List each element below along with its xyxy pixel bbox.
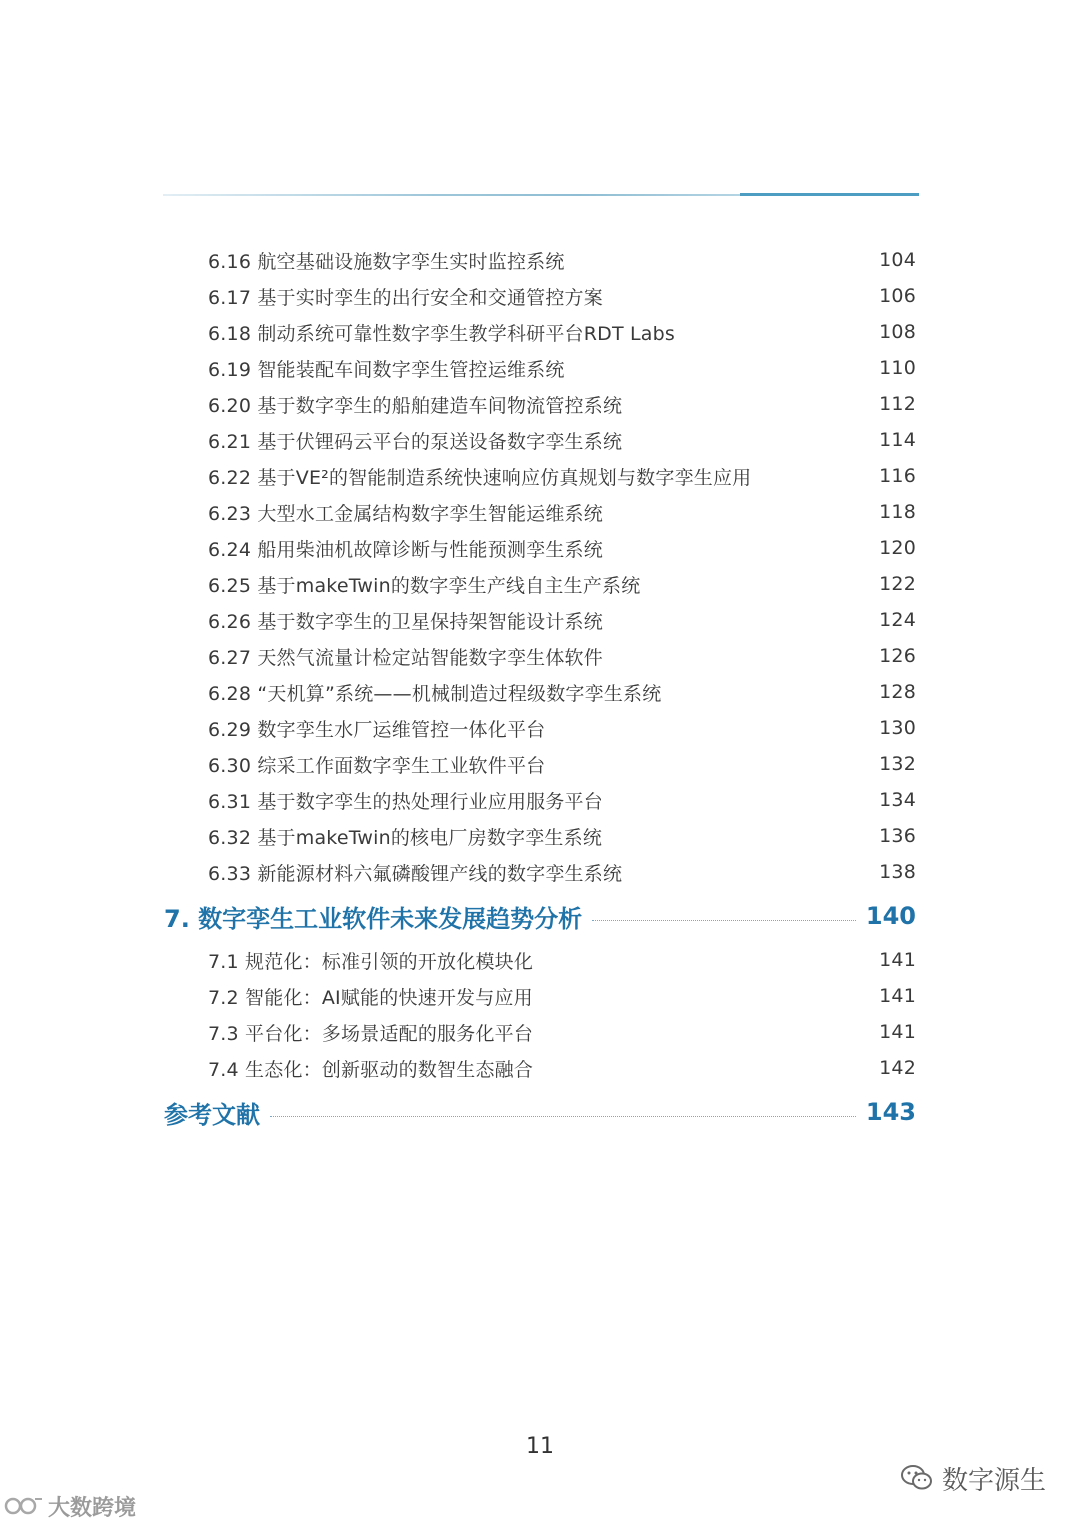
toc-entry-6-29[interactable] (208, 710, 916, 746)
toc-entry-page: 116 (879, 465, 916, 487)
toc-entry-page: 142 (879, 1057, 916, 1079)
watermark-text: 大数跨境 (48, 1495, 137, 1521)
toc-entry-6-27[interactable] (208, 638, 916, 674)
toc-entry-title: 6.24 船用柴油机故障诊断与性能预测孪生系统 (208, 538, 603, 561)
toc-entry-page: 134 (879, 789, 916, 811)
toc-entry-6-20[interactable] (208, 386, 916, 422)
references-title: 参考文献 (164, 1100, 260, 1129)
toc-entry-title: 6.25 基于makeTwin的数字孪生产线自主生产系统 (208, 574, 641, 597)
toc-entry-page: 136 (879, 825, 916, 847)
toc-entry-6-22[interactable] (208, 458, 916, 494)
toc-entry-page: 130 (879, 717, 916, 739)
toc-entry-title: 6.23 大型水工金属结构数字孪生智能运维系统 (208, 502, 603, 525)
toc-entry-page: 110 (879, 357, 916, 379)
toc-entry-6-24[interactable] (208, 530, 916, 566)
chapter-page: 140 (865, 902, 916, 930)
toc-entry-title: 7.2 智能化：AI赋能的快速开发与应用 (208, 986, 533, 1009)
toc-entry-page: 106 (879, 285, 916, 307)
toc-entry-title: 6.20 基于数字孪生的船舶建造车间物流管控系统 (208, 394, 623, 417)
toc-entry-7-1[interactable] (208, 942, 916, 978)
toc-entry-title: 7.3 平台化：多场景适配的服务化平台 (208, 1022, 534, 1045)
toc-entry-6-23[interactable] (208, 494, 916, 530)
page-number: 11 (526, 1434, 554, 1459)
toc-entry-page: 112 (879, 393, 916, 415)
toc-entry-title: 6.31 基于数字孪生的热处理行业应用服务平台 (208, 790, 603, 813)
toc-entry-page: 114 (879, 429, 916, 451)
toc-entry-7-4[interactable] (208, 1050, 916, 1086)
corner-watermark (4, 1490, 136, 1522)
toc-entry-title: 7.4 生态化：创新驱动的数智生态融合 (208, 1058, 534, 1081)
wechat-icon (900, 1463, 934, 1493)
dot-leader (270, 1116, 856, 1117)
toc-chapter-7[interactable] (164, 896, 916, 936)
brand-logo-icon (4, 1493, 44, 1519)
chapter-title: 7. 数字孪生工业软件未来发展趋势分析 (164, 904, 583, 933)
toc-entry-title: 6.17 基于实时孪生的出行安全和交通管控方案 (208, 286, 603, 309)
toc-entry-page: 120 (879, 537, 916, 559)
toc-entry-page: 126 (879, 645, 916, 667)
toc-entry-page: 108 (879, 321, 916, 343)
header-rule-accent (740, 193, 919, 196)
toc-entry-page: 141 (879, 985, 916, 1007)
toc-entry-title: 6.21 基于伏锂码云平台的泵送设备数字孪生系统 (208, 430, 623, 453)
toc-entry-6-28[interactable] (208, 674, 916, 710)
toc-entry-title: 6.30 综采工作面数字孪生工业软件平台 (208, 754, 546, 777)
toc-entry-page: 132 (879, 753, 916, 775)
toc-entry-7-3[interactable] (208, 1014, 916, 1050)
toc-entry-page: 118 (879, 501, 916, 523)
toc-entry-6-18[interactable] (208, 314, 916, 350)
toc-entry-page: 122 (879, 573, 916, 595)
toc-entry-title: 6.22 基于VE²的智能制造系统快速响应仿真规划与数字孪生应用 (208, 466, 752, 489)
toc-entry-title: 6.26 基于数字孪生的卫星保持架智能设计系统 (208, 610, 603, 633)
toc-entry-title: 6.33 新能源材料六氟磷酸锂产线的数字孪生系统 (208, 862, 623, 885)
toc-entry-6-21[interactable] (208, 422, 916, 458)
watermark-text: 数字源生 (942, 1465, 1047, 1496)
toc-entry-title: 6.16 航空基础设施数字孪生实时监控系统 (208, 250, 565, 273)
toc-entry-page: 141 (879, 1021, 916, 1043)
toc-entry-6-25[interactable] (208, 566, 916, 602)
toc-entry-6-30[interactable] (208, 746, 916, 782)
toc-entry-6-33[interactable] (208, 854, 916, 890)
toc-entry-title: 6.29 数字孪生水厂运维管控一体化平台 (208, 718, 546, 741)
toc-entry-page: 128 (879, 681, 916, 703)
toc-entry-title: 6.32 基于makeTwin的核电厂房数字孪生系统 (208, 826, 603, 849)
dot-leader (592, 920, 856, 921)
toc-entry-page: 104 (879, 249, 916, 271)
references-page: 143 (865, 1098, 916, 1126)
toc-entry-6-19[interactable] (208, 350, 916, 386)
toc-entry-title: 6.18 制动系统可靠性数字孪生教学科研平台RDT Labs (208, 322, 676, 345)
toc-entry-page: 138 (879, 861, 916, 883)
toc-entry-title: 6.27 天然气流量计检定站智能数字孪生体软件 (208, 646, 603, 669)
toc-entry-6-17[interactable] (208, 278, 916, 314)
toc-entry-6-32[interactable] (208, 818, 916, 854)
toc-entry-title: 6.19 智能装配车间数字孪生管控运维系统 (208, 358, 565, 381)
wechat-watermark (900, 1458, 1046, 1498)
toc-entry-page: 124 (879, 609, 916, 631)
toc-entry-page: 141 (879, 949, 916, 971)
toc-references[interactable] (164, 1092, 916, 1132)
toc-entry-6-26[interactable] (208, 602, 916, 638)
toc-entry-title: 7.1 规范化：标准引领的开放化模块化 (208, 950, 534, 973)
toc-entry-6-31[interactable] (208, 782, 916, 818)
toc-entry-title: 6.28 “天机算”系统——机械制造过程级数字孪生系统 (208, 682, 662, 705)
toc-entry-7-2[interactable] (208, 978, 916, 1014)
toc-entry-6-16[interactable] (208, 242, 916, 278)
